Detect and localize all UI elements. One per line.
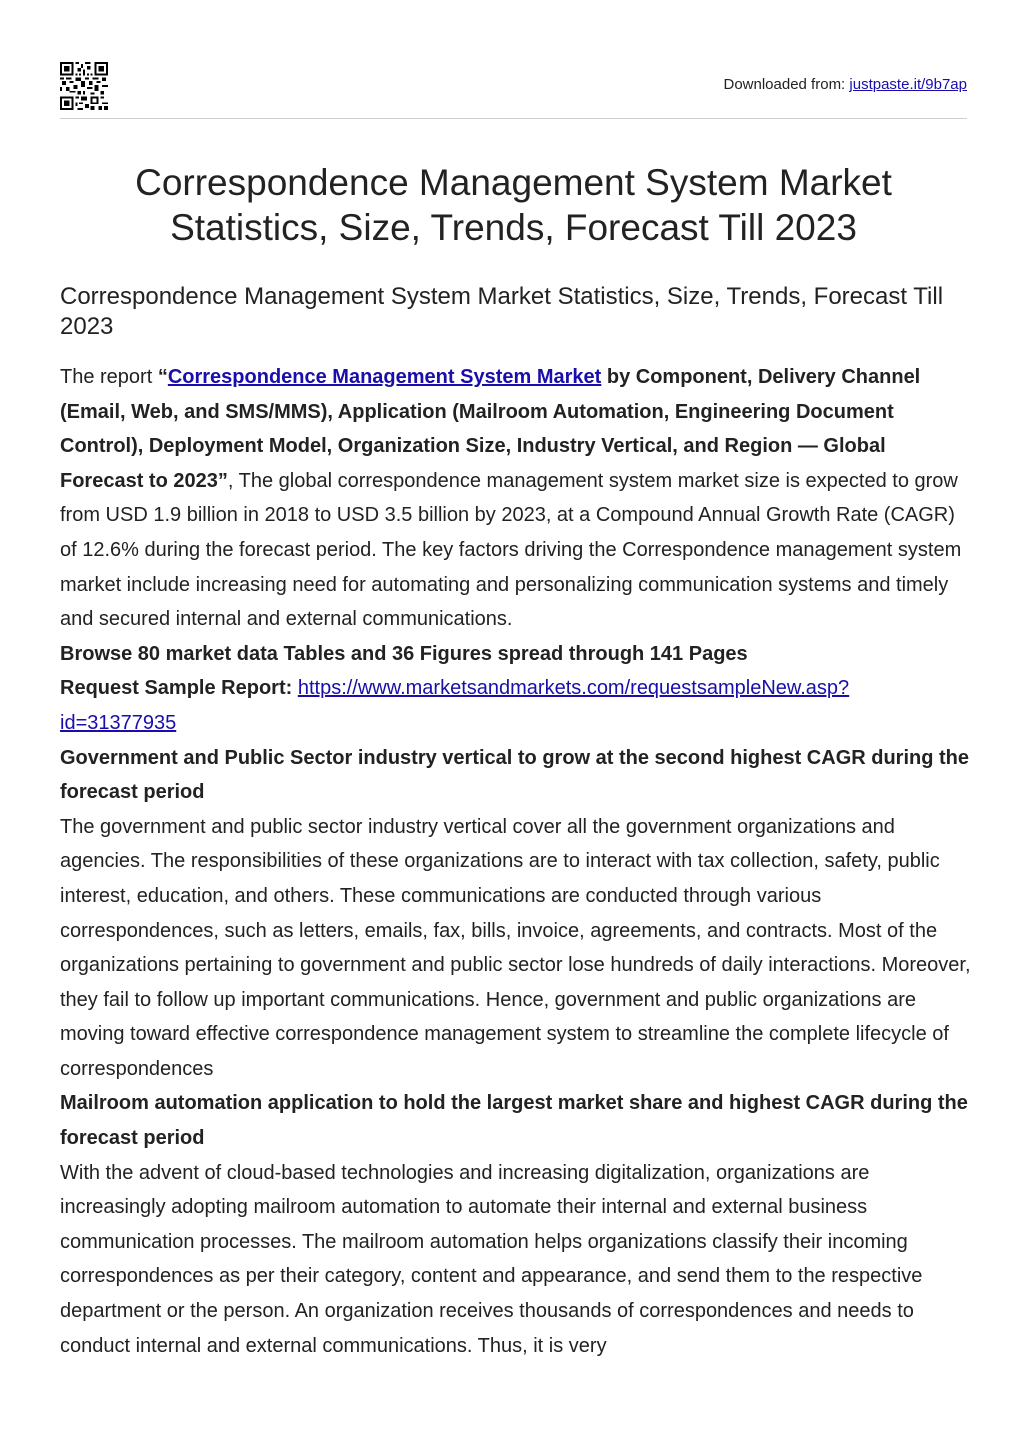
section2-heading: Mailroom automation application to hold the largest market share and highest CAGR during the forecast period <box>60 1092 968 1150</box>
section2-paragraph: With the advent of cloud-based technologies and increasing digitalization, organizations are increasingly adopting mailroom automation to automate their internal and external business communication processes. The mailroom automation helps organizations classify their incoming correspondences as per their category, content and appearance, and send them to the respective department or the person. An organization receives thousands of correspondences and needs to conduct internal and external communications. Thus, it is very <box>60 1161 923 1357</box>
page-subtitle: Correspondence Management System Market Statistics, Size, Trends, Forecast Till 2023 <box>60 283 944 340</box>
request-sample-url-part2: id=31377935 <box>60 711 177 734</box>
report-link[interactable]: Correspondence Management System Market <box>167 366 602 388</box>
section1-paragraph: The government and public sector industry vertical cover all the government organizations and agencies. The responsibilities of these organizations are to interact with tax collection, safety, public interest, education, and others. These communications are conducted through various correspondences, such as letters, emails, fax, bills, invoice, agreements, and contracts. Most of the organizations pertaining to government and public sector lose hundreds of daily interactions. Moreover, they fail to follow up important communications. Hence, government and public organizations are moving toward effective correspondence management system to streamline the complete lifecycle of correspondences <box>60 815 971 1080</box>
section-heading <box>60 741 972 810</box>
download-source <box>724 76 968 93</box>
request-sample-label: Request Sample Report: <box>60 677 293 700</box>
browse-text: Browse 80 market data Tables and 36 Figures spread through 141 Pages <box>60 642 748 665</box>
article-body <box>60 360 972 1363</box>
report-title-rest: by Component, Delivery Channel (Email, Web, and SMS/MMS), Application (Mailroom Automation, Engineering Document Control), Deployment Model, Organization Size, Industry Vertical, and Region — Global Forecast to 2023” <box>60 366 921 492</box>
downloaded-from-label: Downloaded from: <box>723 76 846 93</box>
browse-line <box>60 637 972 672</box>
page-header <box>60 60 967 119</box>
qr-code-icon <box>60 62 108 110</box>
page-title: Correspondence Management System Market Statistics, Size, Trends, Forecast Till 2023 <box>135 162 892 248</box>
intro-text: , The global correspondence management system market size is expected to grow from USD 1.9 billion in 2018 to USD 3.5 billion by 2023, at a Compound Annual Growth Rate (CAGR) of 12.6% during the forecast period. The key factors driving the Correspondence management system market include increasing need for automating and personalizing communication systems and timely and secured internal and external communications. <box>60 469 962 631</box>
request-sample-line <box>60 671 972 740</box>
source-link[interactable]: justpaste.it/9b7ap <box>849 76 967 93</box>
intro-lead: The report <box>60 366 158 388</box>
section1-heading: Government and Public Sector industry vertical to grow at the second highest CAGR during the forecast period <box>60 746 970 804</box>
request-sample-url-part1: https://www.marketsandmarkets.com/requestsampleNew.asp? <box>297 677 850 700</box>
intro-paragraph <box>60 360 972 637</box>
section-heading <box>60 1086 972 1155</box>
intro-open-quote: “ <box>157 366 168 388</box>
